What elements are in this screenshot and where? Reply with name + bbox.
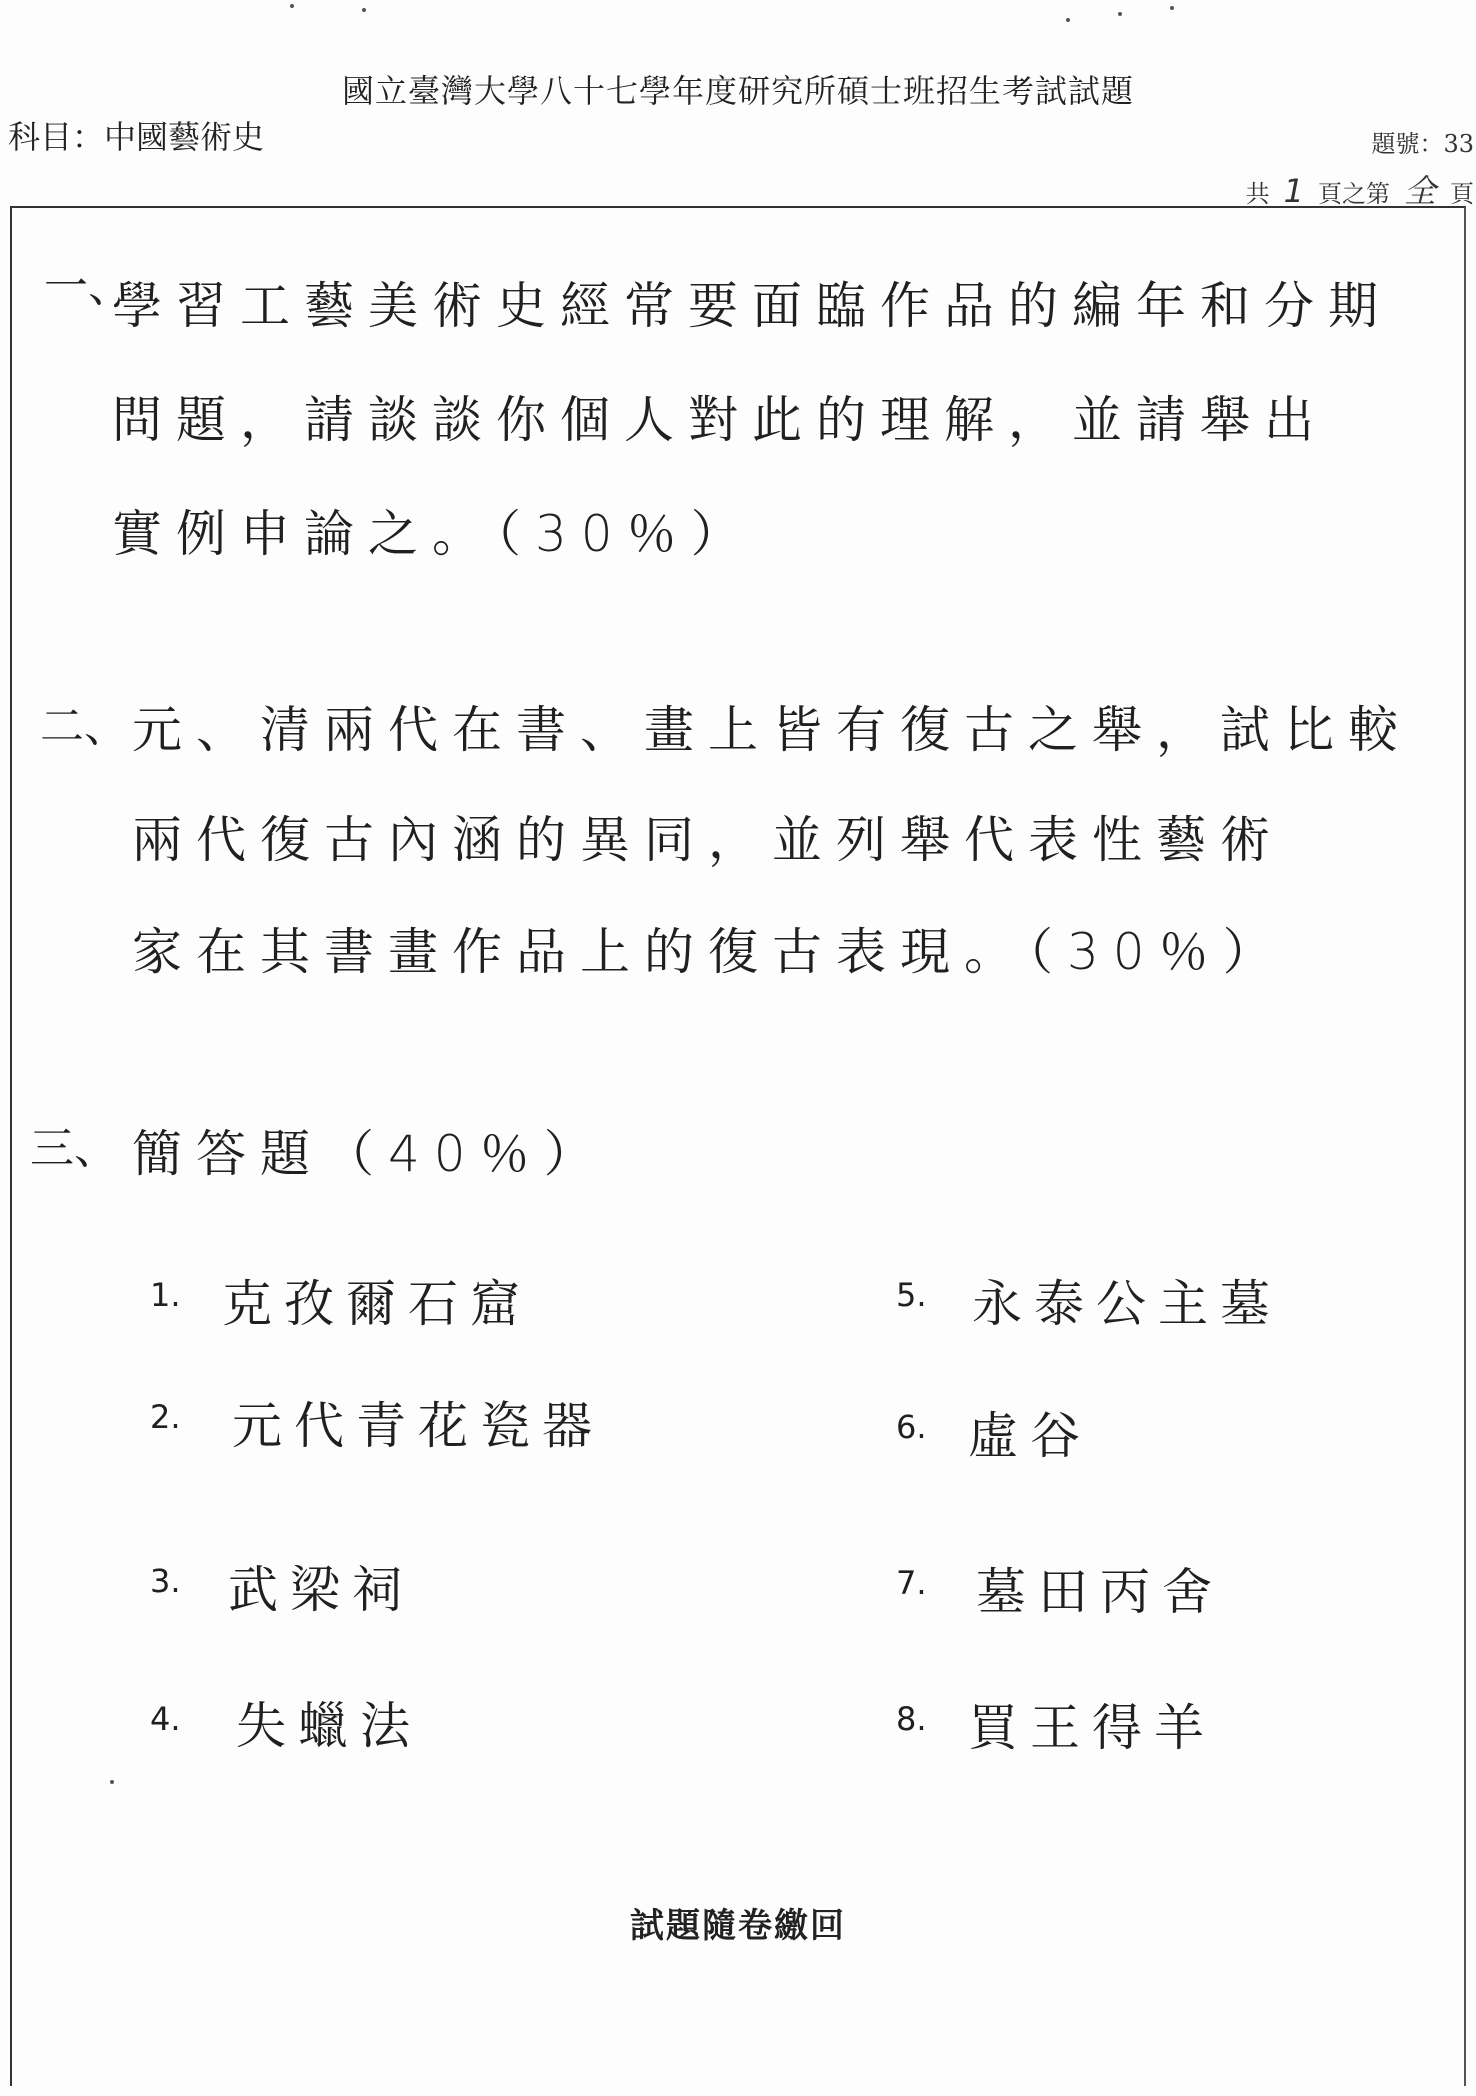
question-1-line-1: 學習工藝美術史經常要面臨作品的編年和分期 xyxy=(112,277,1392,335)
short-answer-7-text: 墓田丙舍 xyxy=(976,1563,1224,1621)
question-number: 題號：33 xyxy=(1371,130,1474,158)
short-answer-1-number: 1. xyxy=(150,1276,181,1314)
scan-speck xyxy=(1066,18,1070,22)
short-answer-6-text: 虛谷 xyxy=(968,1407,1092,1465)
scan-speck xyxy=(362,8,366,12)
footer-note: 試題隨卷繳回 xyxy=(630,1906,846,1946)
short-answer-7-number: 7. xyxy=(896,1564,927,1602)
short-answer-3-number: 3. xyxy=(150,1562,181,1600)
exam-title: 國立臺灣大學八十七學年度研究所碩士班招生考試試題 xyxy=(341,72,1134,110)
page-total-prefix: 共 xyxy=(1245,180,1270,208)
short-answer-5-text: 永泰公主墓 xyxy=(972,1275,1282,1333)
question-3-marker: 三、 xyxy=(30,1123,118,1174)
question-1-line-2: 問題，請談談你個人對此的理解，並請舉出 xyxy=(112,391,1328,449)
short-answer-4-number: 4. xyxy=(150,1700,181,1738)
short-answer-2-number: 2. xyxy=(150,1398,181,1436)
page-of-label: 頁之第 xyxy=(1317,180,1390,208)
question-2-line-1: 元、清兩代在書、畫上皆有復古之舉，試比較 xyxy=(132,701,1412,759)
short-answer-4-text: 失蠟法 xyxy=(236,1697,422,1755)
scan-speck xyxy=(290,4,294,8)
short-answer-2-text: 元代青花瓷器 xyxy=(232,1397,604,1455)
scan-speck xyxy=(1170,6,1174,10)
short-answer-6-number: 6. xyxy=(896,1408,927,1446)
page-current-value: 全 xyxy=(1403,172,1436,210)
page-total-value: 1 xyxy=(1283,172,1304,210)
scan-speck xyxy=(1118,12,1122,16)
question-1-line-3: 實例申論之。（30％） xyxy=(112,505,755,563)
question-2-marker: 二、 xyxy=(40,701,128,752)
short-answer-5-number: 5. xyxy=(896,1276,927,1314)
short-answer-1-text: 克孜爾石窟 xyxy=(222,1275,532,1333)
question-2-line-2: 兩代復古內涵的異同，並列舉代表性藝術 xyxy=(132,811,1284,869)
page-suffix: 頁 xyxy=(1450,180,1474,208)
question-3-line-1: 簡答題（40％） xyxy=(132,1125,608,1183)
short-answer-8-number: 8. xyxy=(896,1700,927,1738)
short-answer-3-text: 武梁祠 xyxy=(228,1561,414,1619)
question-2-line-3: 家在其書畫作品上的復古表現。（30％） xyxy=(132,923,1287,981)
question-1-marker: 一、 xyxy=(44,261,132,312)
subject-label: 科目：中國藝術史 xyxy=(8,118,265,156)
short-answer-8-text: 買王得羊 xyxy=(968,1699,1216,1757)
